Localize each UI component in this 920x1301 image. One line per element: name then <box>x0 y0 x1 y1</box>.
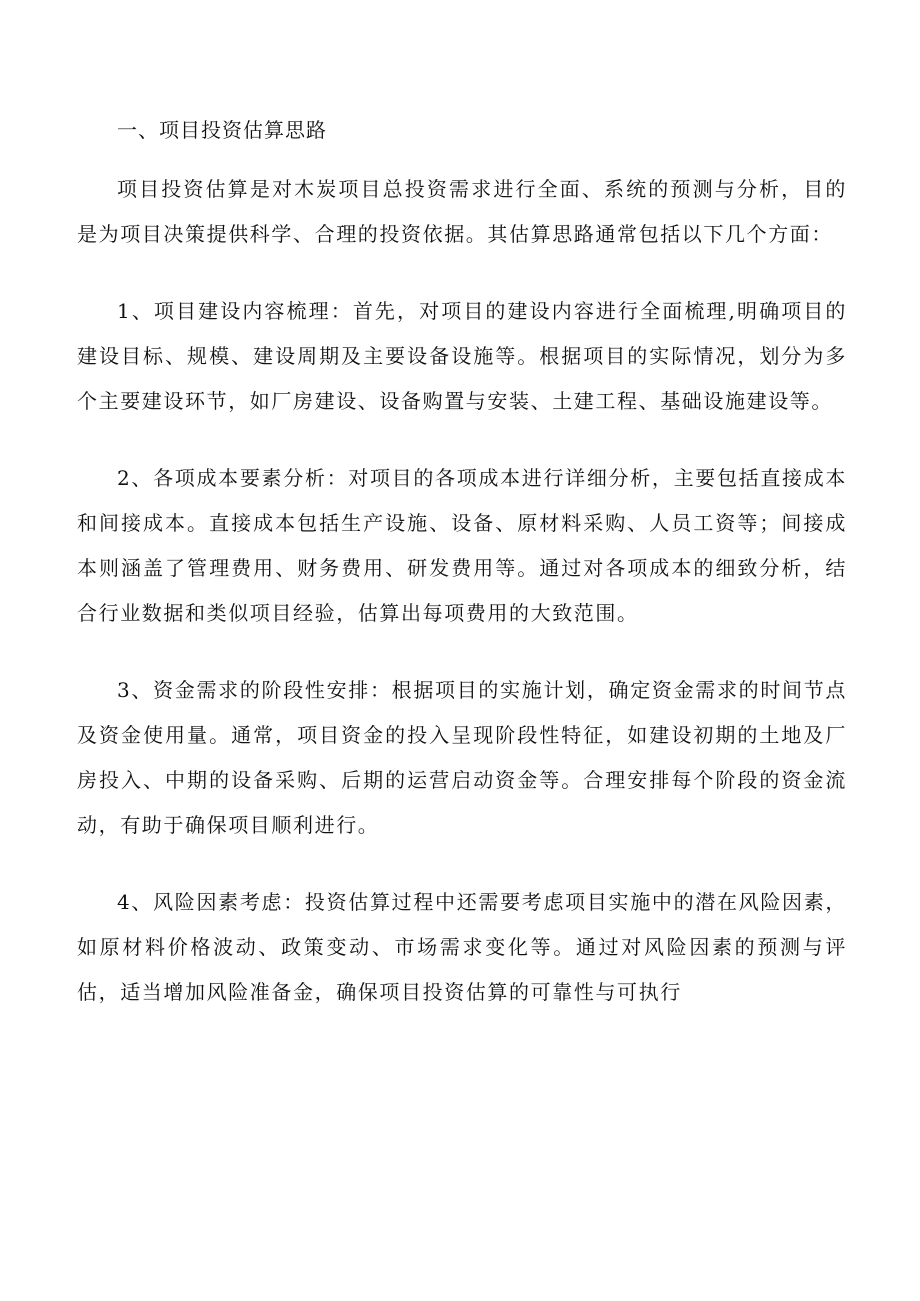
intro-paragraph: 项目投资估算是对木炭项目总投资需求进行全面、系统的预测与分析，目的是为项目决策提供科学、合理的投资依据。其估算思路通常包括以下几个方面： <box>77 177 847 246</box>
paragraph-construction-content: 1、项目建设内容梳理：首先，对项目的建设内容进行全面梳理,明确项目的建设目标、规模、建设周期及主要设备设施等。根据项目的实际情况，划分为多个主要建设环节，如厂房建设、设备购置与安装、土建工程、基础设施建设等。 <box>77 299 847 413</box>
document-body <box>77 108 847 1047</box>
paragraph-cost-analysis: 2、各项成本要素分析：对项目的各项成本进行详细分析，主要包括直接成本和间接成本。直接成本包括生产设施、设备、原材料采购、人员工资等；间接成本则涵盖了管理费用、财务费用、研发费用等。通过对各项成本的细致分析，结合行业数据和类似项目经验，估算出每项费用的大致范围。 <box>77 466 847 625</box>
section-heading: 一、项目投资估算思路 <box>117 118 327 142</box>
paragraph-risk-factors: 4、风险因素考虑：投资估算过程中还需要考虑项目实施中的潜在风险因素，如原材料价格波动、政策变动、市场需求变化等。通过对风险因素的预测与评估，适当增加风险准备金，确保项目投资估算的可靠性与可执行 <box>77 890 847 1004</box>
paragraph-funding-schedule: 3、资金需求的阶段性安排：根据项目的实施计划，确定资金需求的时间节点及资金使用量。通常，项目资金的投入呈现阶段性特征，如建设初期的土地及厂房投入、中期的设备采购、后期的运营启动资金等。合理安排每个阶段的资金流动，有助于确保项目顺利进行。 <box>77 678 847 837</box>
